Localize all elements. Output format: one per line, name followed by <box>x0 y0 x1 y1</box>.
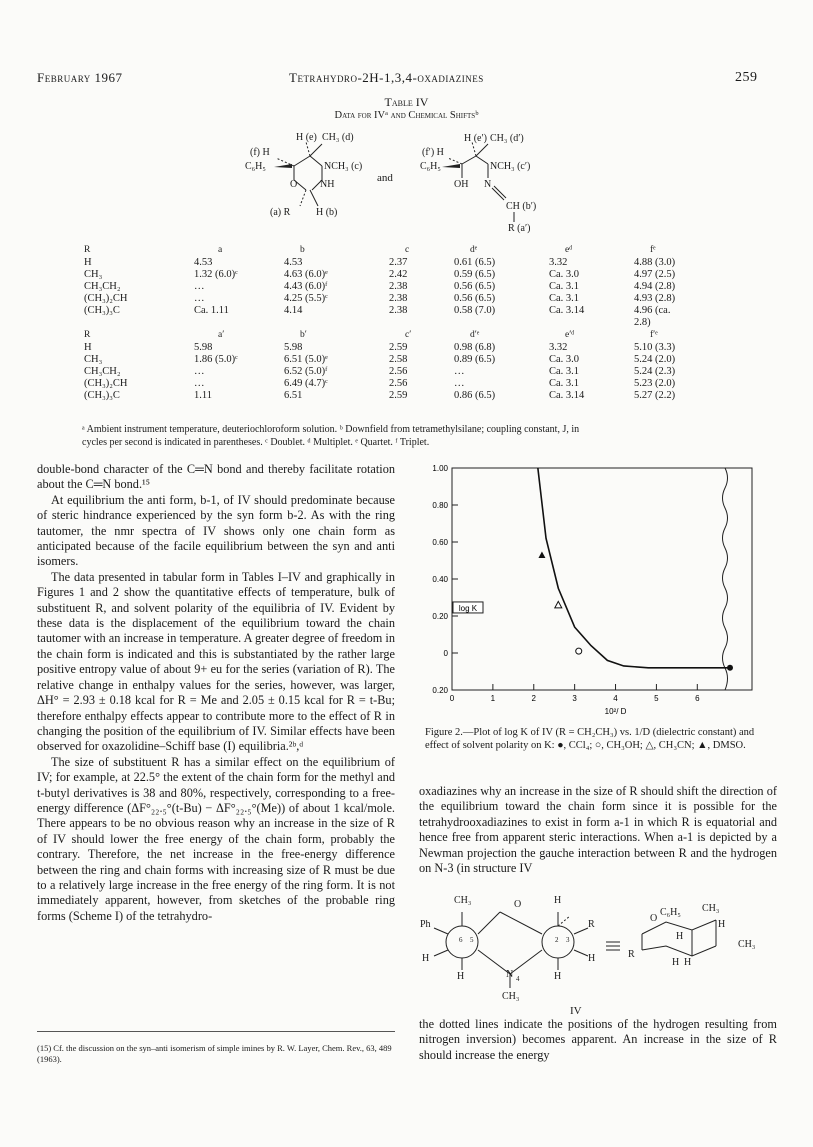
table-cell: 2.8) <box>634 317 651 328</box>
table-cell: … <box>194 281 205 292</box>
label-f: (f) H <box>250 147 270 158</box>
label-phenyl: C₆H₅ <box>245 161 266 172</box>
column-header: b <box>300 245 305 255</box>
table-cell: 5.23 (2.0) <box>634 378 676 389</box>
table-row <box>80 378 720 390</box>
y-tick-label: 0.60 <box>432 538 448 547</box>
column-header: dᵉ <box>470 245 478 255</box>
table-cell: 2.42 <box>389 269 408 280</box>
label-b-prime: CH (b′) <box>506 201 537 212</box>
table-cell: 0.61 (6.5) <box>454 257 496 268</box>
column-header: b′ <box>300 330 307 340</box>
newman-pos-3: 3 <box>566 936 570 944</box>
chair-c6h5: C₆H₅ <box>660 907 681 918</box>
label-oxygen: O <box>290 179 298 190</box>
table-cell: 1.11 <box>194 390 212 401</box>
table-cell: … <box>194 293 205 304</box>
newman-h-bottom-2: H <box>554 971 562 982</box>
x-tick-label: 3 <box>572 694 577 703</box>
table-cell: (CH₃)₂CH <box>84 293 128 304</box>
y-tick-label: 0.80 <box>432 501 448 510</box>
table-cell: 4.63 (6.0)ᵉ <box>284 269 328 280</box>
label-b: H (b) <box>316 207 338 218</box>
paragraph: The data presented in tabular form in Tables I–IV and graphically in Figures 1 and 2 show the quantitative effects of temperature, bulk of substituent R, and solvent polarity of the equilibria of IV. Evident by these data is the displacement of the equilibrium toward the chain tautomer with an increase in temperature. A greater degree of freedom in the chain form is indicated and this is substantiated by the rather large positive entropy value of about 9+ eu for the series (variation of R). The relative change in enthalpy values for the series, however, was larger, ΔH° = 2.93 ± 0.18 kcal for R = Me and 2.05 ± 0.15 kcal for R = t-Bu; therefore enthalpy effects appear to contribute more to the effect of R in changing the position of the equilibrium of IV. Similar effects have been observed for oxazolidine–Schiff base (I) equilibria.²ᵇ,ᵈ <box>37 569 395 754</box>
column-header: a <box>218 245 223 255</box>
table-cell: 4.14 <box>284 305 303 316</box>
table-cell: 6.51 (5.0)ᵉ <box>284 354 328 365</box>
table-cell: 2.38 <box>389 305 408 316</box>
paragraph: At equilibrium the anti form, b-1, of IV should predominate because of steric hindrance experienced by the syn form b-2. As with the ring tautomer, the nmr spectra of IV shows only one chain form as anticipated because of the facile equilibrium between the syn and anti isomers. <box>37 492 395 569</box>
table-cell: (CH₃)₃C <box>84 390 120 401</box>
table-cell: Ca. 3.14 <box>549 305 585 316</box>
table-header-row <box>80 329 720 342</box>
table-cell: 0.58 (7.0) <box>454 305 496 316</box>
newman-h-left: H <box>422 953 430 964</box>
table-cell: 2.58 <box>389 354 408 365</box>
log-k-plot <box>412 460 772 725</box>
column-header: c′ <box>405 330 412 340</box>
label-nh: NH <box>320 179 335 190</box>
plot-frame <box>452 468 752 690</box>
right-column-text-bottom <box>419 1017 777 1063</box>
x-tick-label: 1 <box>490 694 496 703</box>
column-header: R <box>84 330 91 340</box>
table-cell <box>190 317 280 329</box>
table-cell: 4.53 <box>284 257 303 268</box>
point-ccl4 <box>727 665 733 671</box>
table-cell: 4.94 (2.8) <box>634 281 676 292</box>
table-cell: 4.88 (3.0) <box>634 257 676 268</box>
table-cell <box>450 317 545 329</box>
table-cell: 3.32 <box>549 257 568 268</box>
newman-pos-2: 2 <box>555 936 559 944</box>
newman-h-bottom-1: H <box>457 971 465 982</box>
label-a-prime: R (a′) <box>508 223 531 234</box>
footnote-line-1: ᵃ Ambient instrument temperature, deuteriochloroform solution. ᵇ Downfield from tetramethylsilane; coupling constant, J, in <box>82 424 580 435</box>
newman-projection <box>420 890 780 1015</box>
table-cell: 2.59 <box>389 390 408 401</box>
chair-h-3: H <box>684 957 692 968</box>
table-cell: 4.25 (5.5)ᶜ <box>284 293 328 304</box>
chair-h-4: H <box>676 931 684 942</box>
figure-2 <box>412 460 772 725</box>
label-phenyl-prime: C₆H₅ <box>420 161 441 172</box>
structure-label-iv: IV <box>570 1005 582 1017</box>
table-cell: 5.98 <box>194 342 213 353</box>
newman-n: N <box>506 969 514 980</box>
table-cell <box>385 317 450 329</box>
and-label: and <box>377 172 393 184</box>
label-e: H (e) <box>296 132 317 143</box>
table-cell: 5.24 (2.3) <box>634 366 676 377</box>
footnote-rule <box>37 1031 395 1032</box>
table-row <box>80 281 720 293</box>
newman-ph: Ph <box>420 919 431 930</box>
chair-r: R <box>628 949 635 960</box>
y-tick-label: 0 <box>443 649 448 658</box>
table-cell: H <box>84 257 92 268</box>
table-cell: 4.97 (2.5) <box>634 269 676 280</box>
chair-h-2: H <box>672 957 680 968</box>
column-header: R <box>84 245 91 255</box>
y-tick-label: 1.00 <box>432 464 448 473</box>
table-row <box>80 293 720 305</box>
table-cell: 4.53 <box>194 257 213 268</box>
table-cell: 1.32 (6.0)ᶜ <box>194 269 238 280</box>
label-oh: OH <box>454 179 469 190</box>
table-cell: Ca. 3.1 <box>549 293 580 304</box>
table-cell: Ca. 3.0 <box>549 354 580 365</box>
label-e-prime: H (e′) <box>464 133 488 144</box>
x-tick-label: 6 <box>695 694 700 703</box>
table-cell: CH₃CH₂ <box>84 366 121 377</box>
table-cell: 5.10 (3.3) <box>634 342 676 353</box>
column-header: eᵈ <box>565 245 573 255</box>
table-cell: 5.27 (2.2) <box>634 390 676 401</box>
x-axis-label: 10²/ D <box>604 707 627 716</box>
paragraph: the dotted lines indicate the positions of the hydrogen resulting from nitrogen inversion) becomes apparent. An increase in the size of R should increase the energy <box>419 1017 777 1062</box>
newman-pos-5: 5 <box>470 936 474 944</box>
table-cell: (CH₃)₂CH <box>84 378 128 389</box>
table-cell: 2.56 <box>389 366 408 377</box>
y-axis-label: log K <box>458 603 478 613</box>
y-tick-label: 0.20 <box>432 612 448 621</box>
newman-h-right: H <box>588 953 596 964</box>
label-d-prime: CH₃ (d′) <box>490 133 524 144</box>
structure-ring-form <box>240 128 420 223</box>
running-head-date: February 1967 <box>37 70 123 85</box>
data-table <box>80 244 720 402</box>
chair-oxygen: O <box>650 913 658 924</box>
newman-h-top: H <box>554 895 562 906</box>
newman-oxygen: O <box>514 899 522 910</box>
running-head-title: Tetrahydro-2H-1,3,4-oxadiazines <box>289 70 484 85</box>
left-column-text <box>37 462 395 924</box>
column-header: f′ᵉ <box>650 330 658 340</box>
column-header: e′ᵈ <box>565 330 575 340</box>
y-tick-label: 0.20 <box>432 686 448 695</box>
x-tick-label: 4 <box>613 694 618 703</box>
table-cell <box>545 317 630 329</box>
newman-pos-6: 6 <box>459 936 463 944</box>
table-row <box>80 366 720 378</box>
table-number: Table IV <box>384 95 429 109</box>
newman-ch3-bottom: CH₃ <box>502 991 520 1002</box>
newman-pos-4: 4 <box>516 975 520 983</box>
table-cell: 4.96 (ca. <box>634 305 671 316</box>
table-cell: 4.43 (6.0)ᶠ <box>284 281 328 292</box>
table-cell: 2.38 <box>389 281 408 292</box>
paragraph: double-bond character of the C═N bond and thereby facilitate rotation about the C═N bond.¹⁵ <box>37 462 395 492</box>
newman-r: R <box>588 919 595 930</box>
point-ch3cn <box>555 601 562 608</box>
table-cell: CH₃ <box>84 269 103 280</box>
y-tick-label: 0.40 <box>432 575 448 584</box>
curve <box>538 468 730 668</box>
table-cell: H <box>84 342 92 353</box>
column-header: d′ᵉ <box>470 330 480 340</box>
table-cell: Ca. 3.1 <box>549 378 580 389</box>
table-cell <box>280 317 385 329</box>
table-cell: Ca. 3.1 <box>549 281 580 292</box>
table-cell: 0.86 (6.5) <box>454 390 496 401</box>
table-cell: CH₃CH₂ <box>84 281 121 292</box>
table-row <box>80 390 720 402</box>
label-n: N <box>484 179 492 190</box>
x-tick-label: 2 <box>531 694 536 703</box>
table-cell: 0.56 (6.5) <box>454 293 496 304</box>
table-cell: … <box>194 378 205 389</box>
label-a: (a) R <box>270 207 291 218</box>
table-cell: 0.89 (6.5) <box>454 354 496 365</box>
label-c: NCH₃ (c) <box>324 161 363 172</box>
table-cell: 4.93 (2.8) <box>634 293 676 304</box>
table-cell: Ca. 3.0 <box>549 269 580 280</box>
figure-caption: Figure 2.—Plot of log K of IV (R = CH₂CH₃) vs. 1/D (dielectric constant) and effect of solvent polarity on K: ●, CCl₄; ○, CH₃OH; △, CH₃CN; ▲, DMSO. <box>425 727 755 751</box>
table-row <box>80 257 720 269</box>
chair-ch3-b: CH₃ <box>738 939 756 950</box>
paragraph: oxadiazines why an increase in the size of R should shift the direction of the equilibrium toward the chain form since it is possible for the tetrahydrooxadiazines to exist in form a-1 in which R is equatorial and hence free from apparent steric interactions. When a-1 is depicted by a Newman projection the gauche interaction between R and the hydrogen on N-3 (in structure IV <box>419 784 777 876</box>
table-header-row <box>80 244 720 257</box>
table-cell: 6.51 <box>284 390 303 401</box>
point-dmso <box>538 551 545 558</box>
chair-ch3-a: CH₃ <box>702 903 720 914</box>
table-cell: Ca. 1.11 <box>194 305 229 316</box>
footnote-line-2: cycles per second is indicated in parentheses. ᶜ Doublet. ᵈ Multiplet. ᵉ Quartet. ᶠ Triplet. <box>82 437 430 448</box>
chair-h-1: H <box>718 919 726 930</box>
table-cell: 5.98 <box>284 342 303 353</box>
newman-ch3-top: CH₃ <box>454 895 472 906</box>
newman-bonds <box>420 890 780 1015</box>
table-cell: CH₃ <box>84 354 103 365</box>
table-footnote <box>82 423 742 449</box>
table-cell: 6.49 (4.7)ᶜ <box>284 378 328 389</box>
x-tick-label: 0 <box>449 694 455 703</box>
table-row <box>80 305 720 317</box>
structure-chain-form <box>418 132 588 237</box>
table-row <box>80 317 720 329</box>
label-d: CH₃ (d) <box>322 132 354 143</box>
table-cell: 2.56 <box>389 378 408 389</box>
reference-15: (15) Cf. the discussion on the syn–anti isomerism of simple imines by R. W. Layer, Chem. Rev., 63, 489 (1963). <box>37 1043 392 1064</box>
x-tick-label: 5 <box>654 694 659 703</box>
column-header: a′ <box>218 330 225 340</box>
table-cell: (CH₃)₃C <box>84 305 120 316</box>
table-title: Data for IVᵃ and Chemical Shiftsᵇ <box>334 110 479 121</box>
table-cell: … <box>194 366 205 377</box>
point-ch3oh <box>576 648 582 654</box>
table-cell: Ca. 3.1 <box>549 366 580 377</box>
label-c-prime: NCH₃ (c′) <box>490 161 531 172</box>
table-cell: 0.56 (6.5) <box>454 281 496 292</box>
table-cell: Ca. 3.14 <box>549 390 585 401</box>
page-number: 259 <box>735 70 758 85</box>
column-header: fᵉ <box>650 245 656 255</box>
paragraph: The size of substituent R has a similar effect on the equilibrium of IV; for example, at 22.5° the extent of the chain form for the methyl and t-butyl derivatives is 38 and 80%, respectively, corresponding to a free-energy difference (ΔF°₂₂.₅°(t-Bu) − ΔF°₂₂.₅°(Me)) of about 1 kcal/mole. There appears to be no obvious reason why an increase in the size of R of IV should lower the free energy of the chain form, probably the contrary. Therefore, the net increase in the free-energy difference between the ring and chain forms with increasing size of R must be due to a relatively large increase in the free energy of the ring form. It is not immediately apparent, however, from sketches of the probable ring forms (Scheme I) of the tetrahydro- <box>37 754 395 923</box>
table-cell: 1.86 (5.0)ᶜ <box>194 354 238 365</box>
table-row <box>80 354 720 366</box>
table-cell: … <box>454 366 465 377</box>
table-cell: … <box>454 378 465 389</box>
table-row <box>80 342 720 354</box>
table-cell: 3.32 <box>549 342 568 353</box>
table-cell: 5.24 (2.0) <box>634 354 676 365</box>
table-cell <box>80 317 190 329</box>
right-column-text-top <box>419 784 777 876</box>
table-cell: 2.38 <box>389 293 408 304</box>
table-row <box>80 269 720 281</box>
axis-break <box>723 468 728 690</box>
label-f-prime: (f′) H <box>422 147 444 158</box>
table-cell: 2.59 <box>389 342 408 353</box>
column-header: c <box>405 245 410 255</box>
table-cell: 2.37 <box>389 257 408 268</box>
table-cell: 6.52 (5.0)ᶠ <box>284 366 328 377</box>
table-cell: 0.59 (6.5) <box>454 269 496 280</box>
table-cell: 0.98 (6.8) <box>454 342 496 353</box>
